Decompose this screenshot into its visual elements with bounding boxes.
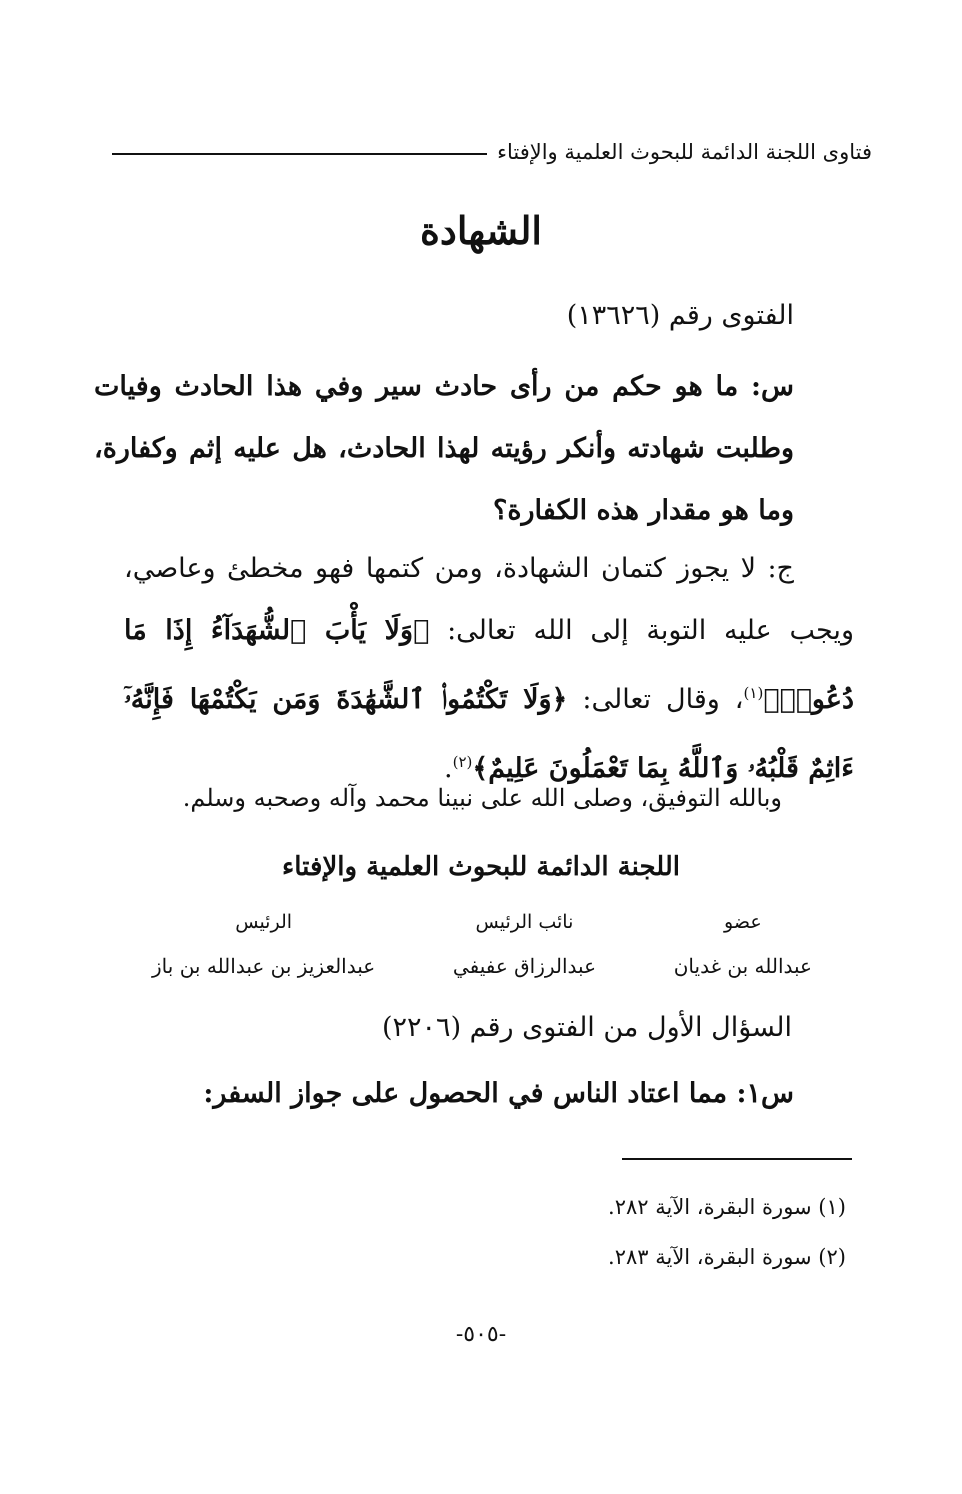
- signatory-role: الرئيس: [235, 911, 293, 933]
- signatories: [152, 900, 812, 988]
- signatory-vice-president: [453, 900, 596, 988]
- footnote-ref-1: (١): [743, 684, 764, 702]
- chapter-title: الشهادة: [420, 208, 542, 253]
- signatory-member: [674, 900, 812, 988]
- signatory-role: عضو: [724, 911, 762, 933]
- signatory-name: عبدالله بن غديان: [673, 954, 812, 978]
- page-number: -٥٠٥-: [455, 1322, 507, 1347]
- signatory-name: عبدالرزاق عفيفي: [452, 954, 597, 978]
- fatwa-number: الفتوى رقم (١٣٦٢٦): [566, 300, 794, 331]
- signatory-name: عبدالعزيز بن عبدالله بن باز: [152, 954, 376, 978]
- running-header-title: فتاوى اللجنة الدائمة للبحوث العلمية والإفتاء: [497, 140, 872, 164]
- next-question-title: السؤال الأول من الفتوى رقم (٢٢٠٦): [382, 1012, 792, 1043]
- next-question-text: س١: مما اعتاد الناس في الحصول على جواز السفر:: [203, 1078, 794, 1109]
- footnote-2: (٢) سورة البقرة، الآية ٢٨٣.: [608, 1245, 846, 1269]
- answer-text: [124, 538, 854, 800]
- header-rule: [112, 153, 487, 155]
- answer-end: .: [444, 753, 453, 784]
- answer-part-1: ج: لا يجوز كتمان الشهادة، ومن كتمها فهو مخطئ وعاصي، ويجب عليه التوبة إلى الله تعالى:: [124, 553, 854, 646]
- quran-verse-2: ﴿وَلَا تَكْتُمُوا۟ ٱلشَّهَٰدَةَ وَمَن يَكْتُمْهَا فَإِنَّهُۥٓ ءَاثِمٌ قَلْبُهُۥ وَٱللَّهُ بِمَا تَعْمَلُونَ عَلِيمٌ﴾: [124, 684, 854, 784]
- footnotes: [608, 1182, 846, 1282]
- committee-name: اللجنة الدائمة للبحوث العلمية والإفتاء: [282, 852, 680, 882]
- quran-verse-1: ﴿وَلَا يَأْبَ ٱلشُّهَدَآءُ إِذَا مَا دُعُوا۟﴾: [124, 615, 855, 715]
- footnote-ref-2: (٢): [452, 753, 473, 771]
- signatory-president: [152, 900, 375, 988]
- question-text: س: ما هو حكم من رأى حادث سير وفي هذا الحادث وفيات وطلبت شهادته وأنكر رؤيته لهذا الحادث، هل عليه إثم وكفارة، وما هو مقدار هذه الكفارة؟: [94, 371, 794, 526]
- closing-prayer: وبالله التوفيق، وصلى الله على نبينا محمد وآله وصحبه وسلم.: [182, 784, 782, 812]
- footnote-rule: [622, 1158, 852, 1160]
- footnote-1: (١) سورة البقرة، الآية ٢٨٢.: [608, 1195, 846, 1219]
- signatory-role: نائب الرئيس: [475, 911, 574, 933]
- running-header: [112, 140, 872, 164]
- answer-part-2: ، وقال تعالى:: [582, 684, 744, 715]
